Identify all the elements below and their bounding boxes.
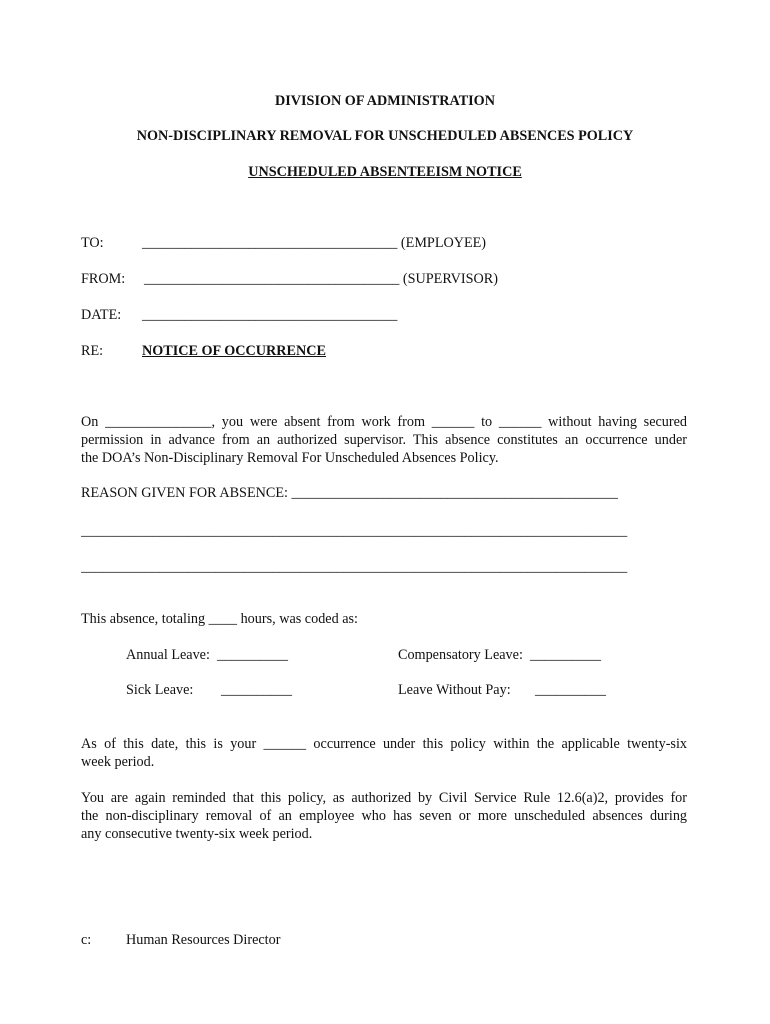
cc-label: c: [81, 932, 92, 948]
from-label: FROM: [81, 271, 126, 287]
leave-without-pay-blank: __________ [535, 682, 606, 698]
reminder-line-3: any consecutive twenty-six week period. [81, 826, 313, 842]
cc-recipient: Human Resources Director [126, 932, 281, 948]
re-label: RE: [81, 343, 104, 359]
reason-blank-line-2: _____________________________________________________________________________ [81, 559, 628, 575]
reason-blank-line-1: _____________________________________________________________________________ [81, 523, 628, 539]
absence-paragraph-line-2: permission in advance from an authorized supervisor. This absence constitutes an occurrence under [81, 432, 687, 448]
to-field: ____________________________________ (EMPLOYEE) [142, 235, 487, 251]
sick-leave-label: Sick Leave: [126, 682, 194, 698]
compensatory-leave-field: Compensatory Leave: __________ [398, 647, 601, 663]
absence-paragraph-line-1: On _______________, you were absent from work from ______ to ______ without having secured [81, 414, 687, 430]
policy-heading: NON-DISCIPLINARY REMOVAL FOR UNSCHEDULED ABSENCES POLICY [136, 128, 634, 144]
division-heading: DIVISION OF ADMINISTRATION [275, 93, 495, 109]
reminder-line-2: the non-disciplinary removal of an employee who has seven or more unscheduled absences during [81, 808, 687, 824]
hours-line: This absence, totaling ____ hours, was coded as: [81, 611, 358, 627]
annual-leave-field: Annual Leave: __________ [126, 647, 288, 663]
re-value: NOTICE OF OCCURRENCE [142, 343, 326, 359]
reminder-line-1: You are again reminded that this policy, as authorized by Civil Service Rule 12.6(a)2, provides for [81, 790, 687, 806]
occurrence-line-2: week period. [81, 754, 155, 770]
occurrence-line-1: As of this date, this is your ______ occurrence under this policy within the applicable twenty-six [81, 736, 687, 752]
notice-title: UNSCHEDULED ABSENTEEISM NOTICE [248, 164, 522, 180]
from-field: ____________________________________ (SUPERVISOR) [144, 271, 498, 287]
absence-paragraph-line-3: the DOA’s Non-Disciplinary Removal For Unscheduled Absences Policy. [81, 450, 499, 466]
to-label: TO: [81, 235, 104, 251]
leave-without-pay-label: Leave Without Pay: [398, 682, 511, 698]
date-field: ____________________________________ [142, 307, 398, 323]
reason-field: REASON GIVEN FOR ABSENCE: ______________________________________________ [81, 485, 618, 501]
date-label: DATE: [81, 307, 122, 323]
sick-leave-blank: __________ [221, 682, 292, 698]
